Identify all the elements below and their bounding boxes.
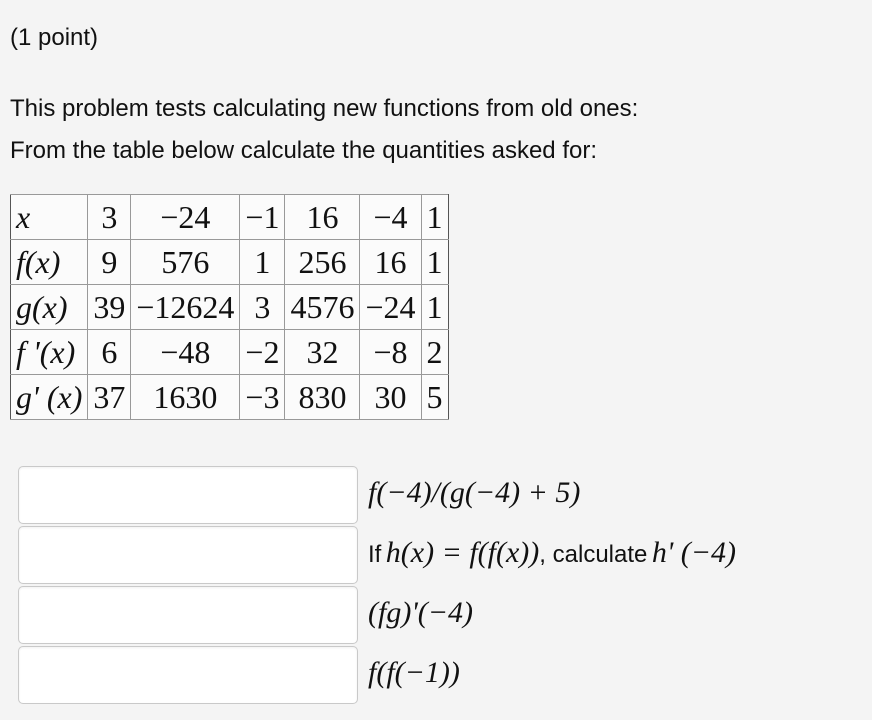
- question-expression: (fg)'(−4): [368, 596, 473, 629]
- table-cell: 16: [360, 240, 421, 285]
- question-expression-2: h' (−4): [651, 536, 736, 569]
- question-label-3: [368, 596, 473, 630]
- question-label-4: [368, 656, 460, 690]
- question-expression: f(f(−1)): [368, 656, 460, 689]
- row-label: f '(x): [11, 330, 88, 375]
- intro-line-2: From the table below calculate the quantities asked for:: [10, 137, 597, 164]
- table-cell: −24: [360, 285, 421, 330]
- point-value: (1 point): [10, 24, 99, 51]
- table-cell: 9: [88, 240, 131, 285]
- table-row: [11, 240, 449, 285]
- table-cell: 37: [88, 375, 131, 420]
- table-cell: −48: [131, 330, 240, 375]
- question-expression: h(x) = f(f(x)): [385, 536, 540, 569]
- table-row: [11, 195, 449, 240]
- table-cell: 30: [360, 375, 421, 420]
- table-cell: 256: [285, 240, 360, 285]
- table-cell: −3: [240, 375, 285, 420]
- row-label: g' (x): [11, 375, 88, 420]
- table-cell: 32: [285, 330, 360, 375]
- table-row: [11, 330, 449, 375]
- question-label-1: [368, 476, 580, 510]
- table-cell: 39: [88, 285, 131, 330]
- question-expression: f(−4)/(g(−4) + 5): [368, 476, 581, 509]
- table-cell: −4: [360, 195, 421, 240]
- table-cell: 4576: [285, 285, 360, 330]
- table-cell: 3: [240, 285, 285, 330]
- table-cell: 1: [240, 240, 285, 285]
- table-cell: 6: [88, 330, 131, 375]
- table-cell: 2: [421, 330, 448, 375]
- table-cell: −8: [360, 330, 421, 375]
- row-label: g(x): [11, 285, 88, 330]
- table-cell: −2: [240, 330, 285, 375]
- table-row: [11, 375, 449, 420]
- table-cell: −12624: [131, 285, 240, 330]
- table-cell: 3: [88, 195, 131, 240]
- answer-input-4[interactable]: [18, 646, 358, 704]
- table-cell: 1: [421, 195, 448, 240]
- table-row: [11, 285, 449, 330]
- table-cell: −24: [131, 195, 240, 240]
- table-cell: −1: [240, 195, 285, 240]
- table-cell: 830: [285, 375, 360, 420]
- row-label: f(x): [11, 240, 88, 285]
- function-table: [10, 194, 449, 420]
- question-mid-text: , calculate: [539, 541, 648, 568]
- problem-intro: [10, 88, 638, 172]
- table-cell: 5: [421, 375, 448, 420]
- table-cell: 1: [421, 240, 448, 285]
- row-label: x: [11, 195, 88, 240]
- table-cell: 1630: [131, 375, 240, 420]
- answer-input-1[interactable]: [18, 466, 358, 524]
- intro-line-1: This problem tests calculating new functions from old ones:: [10, 95, 639, 122]
- answer-input-3[interactable]: [18, 586, 358, 644]
- table-cell: 16: [285, 195, 360, 240]
- question-prefix: If: [368, 541, 382, 568]
- table-cell: 1: [421, 285, 448, 330]
- answer-input-2[interactable]: [18, 526, 358, 584]
- question-label-2: [368, 536, 736, 570]
- table-cell: 576: [131, 240, 240, 285]
